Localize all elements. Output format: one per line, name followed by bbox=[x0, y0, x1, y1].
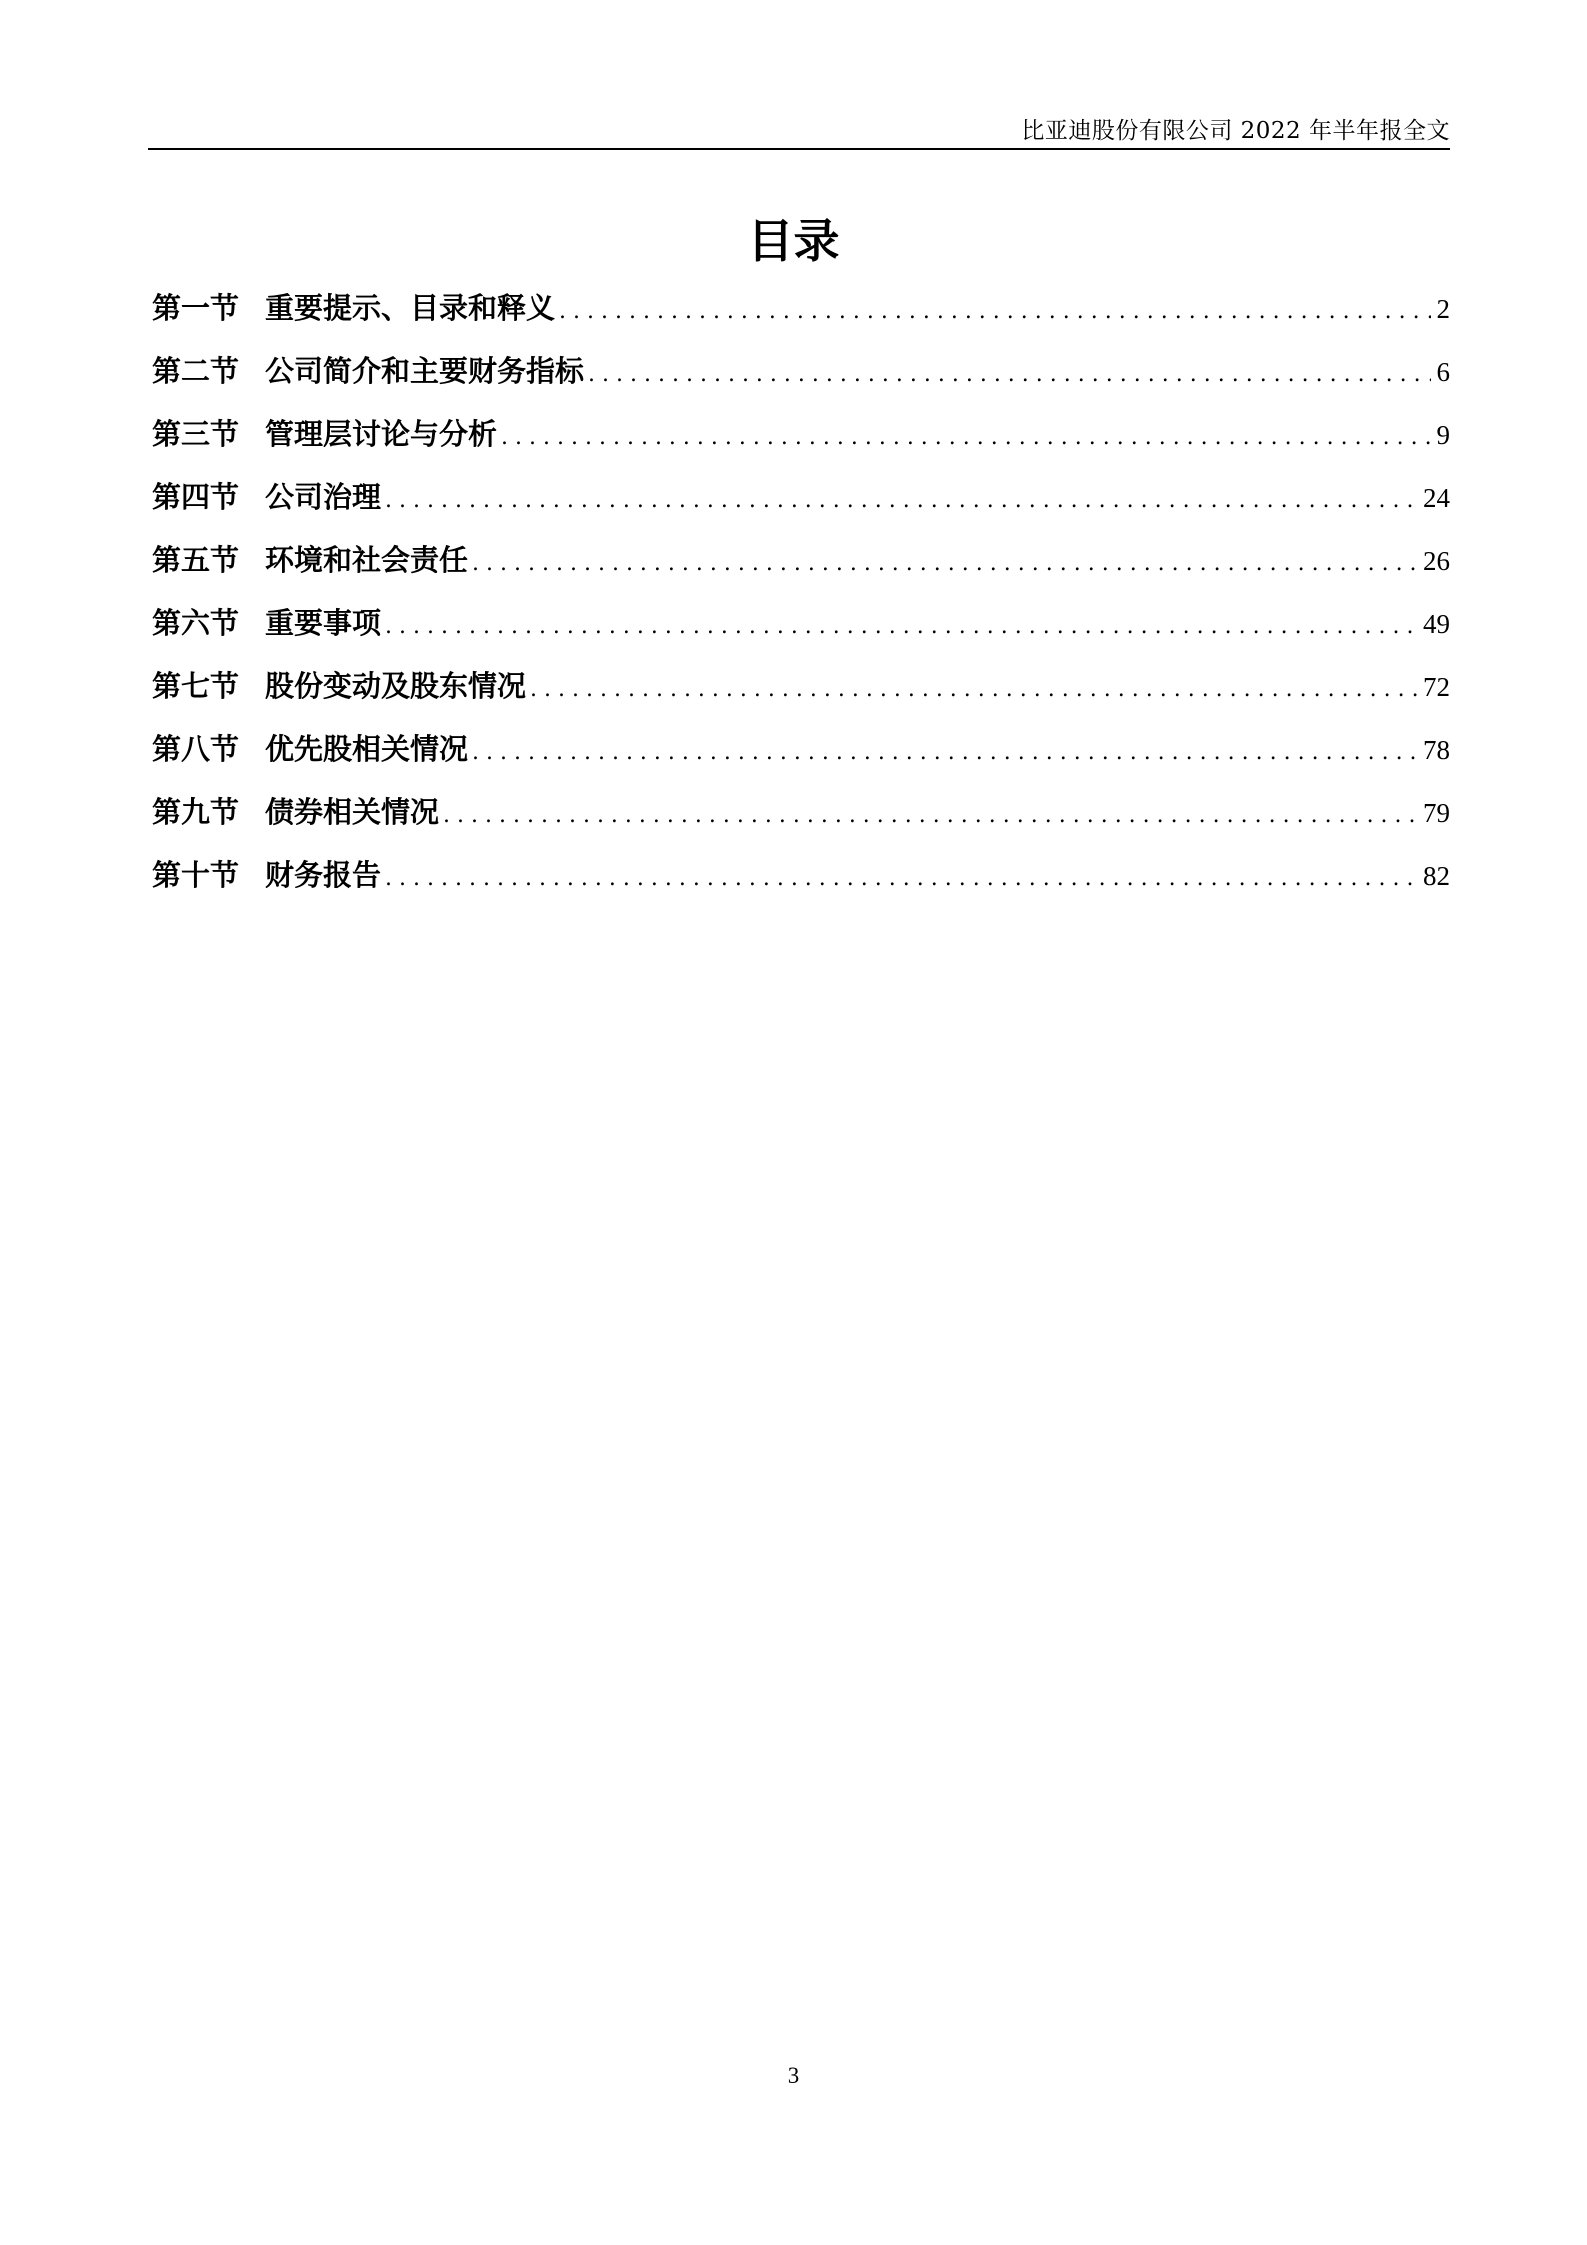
toc-page-number: 49 bbox=[1423, 609, 1450, 639]
toc-page-number: 82 bbox=[1423, 861, 1450, 891]
toc-leader-dots bbox=[385, 614, 1417, 639]
toc-section-number: 第三节 bbox=[152, 417, 240, 451]
toc-entry[interactable] bbox=[152, 853, 1450, 916]
toc-section-title: 重要提示、目录和释义 bbox=[265, 291, 556, 325]
toc-section-title: 环境和社会责任 bbox=[265, 543, 469, 577]
toc-entry[interactable] bbox=[152, 349, 1450, 412]
toc-section-number: 第四节 bbox=[152, 480, 240, 514]
page-header bbox=[148, 108, 1450, 150]
toc-page-number: 2 bbox=[1436, 294, 1450, 324]
header-title: 比亚迪股份有限公司 2022 年半年报全文 bbox=[1021, 118, 1450, 144]
toc-leader-dots bbox=[472, 740, 1417, 765]
toc-section-number: 第十节 bbox=[152, 858, 240, 892]
toc-entry[interactable] bbox=[152, 286, 1450, 349]
toc-leader-dots bbox=[443, 803, 1417, 828]
toc-section-title: 优先股相关情况 bbox=[265, 732, 469, 766]
toc-entry[interactable] bbox=[152, 538, 1450, 601]
toc-section-title: 管理层讨论与分析 bbox=[265, 417, 498, 451]
toc-section-number: 第五节 bbox=[152, 543, 240, 577]
toc-leader-dots bbox=[530, 677, 1417, 702]
toc-entry[interactable] bbox=[152, 412, 1450, 475]
toc-leader-dots bbox=[385, 866, 1417, 891]
toc-list bbox=[152, 286, 1450, 916]
toc-section-number: 第二节 bbox=[152, 354, 240, 388]
toc-section-title: 债券相关情况 bbox=[265, 795, 440, 829]
toc-section-title: 重要事项 bbox=[265, 606, 382, 640]
toc-entry[interactable] bbox=[152, 790, 1450, 853]
toc-section-number: 第九节 bbox=[152, 795, 240, 829]
toc-entry[interactable] bbox=[152, 601, 1450, 664]
toc-section-number: 第一节 bbox=[152, 291, 240, 325]
toc-leader-dots bbox=[472, 551, 1417, 576]
toc-leader-dots bbox=[385, 488, 1417, 513]
toc-section-title: 公司简介和主要财务指标 bbox=[265, 354, 585, 388]
toc-entry[interactable] bbox=[152, 664, 1450, 727]
toc-page-number: 79 bbox=[1423, 798, 1450, 828]
toc-title: 目录 bbox=[747, 214, 840, 268]
toc-leader-dots bbox=[559, 299, 1430, 324]
toc-page-number: 72 bbox=[1423, 672, 1450, 702]
toc-page-number: 9 bbox=[1436, 420, 1450, 450]
toc-page-number: 26 bbox=[1423, 546, 1450, 576]
toc-section-title: 财务报告 bbox=[265, 858, 382, 892]
toc-section-number: 第六节 bbox=[152, 606, 240, 640]
toc-section-title: 公司治理 bbox=[265, 480, 382, 514]
toc-page-number: 24 bbox=[1423, 483, 1450, 513]
toc-entry[interactable] bbox=[152, 475, 1450, 538]
toc-section-number: 第八节 bbox=[152, 732, 240, 766]
toc-section-title: 股份变动及股东情况 bbox=[265, 669, 527, 703]
toc-entry[interactable] bbox=[152, 727, 1450, 790]
toc-leader-dots bbox=[588, 362, 1430, 387]
toc-section-number: 第七节 bbox=[152, 669, 240, 703]
page-number: 3 bbox=[787, 2063, 800, 2088]
toc-leader-dots bbox=[501, 425, 1430, 450]
toc-page-number: 78 bbox=[1423, 735, 1450, 765]
toc-page-number: 6 bbox=[1436, 357, 1450, 387]
